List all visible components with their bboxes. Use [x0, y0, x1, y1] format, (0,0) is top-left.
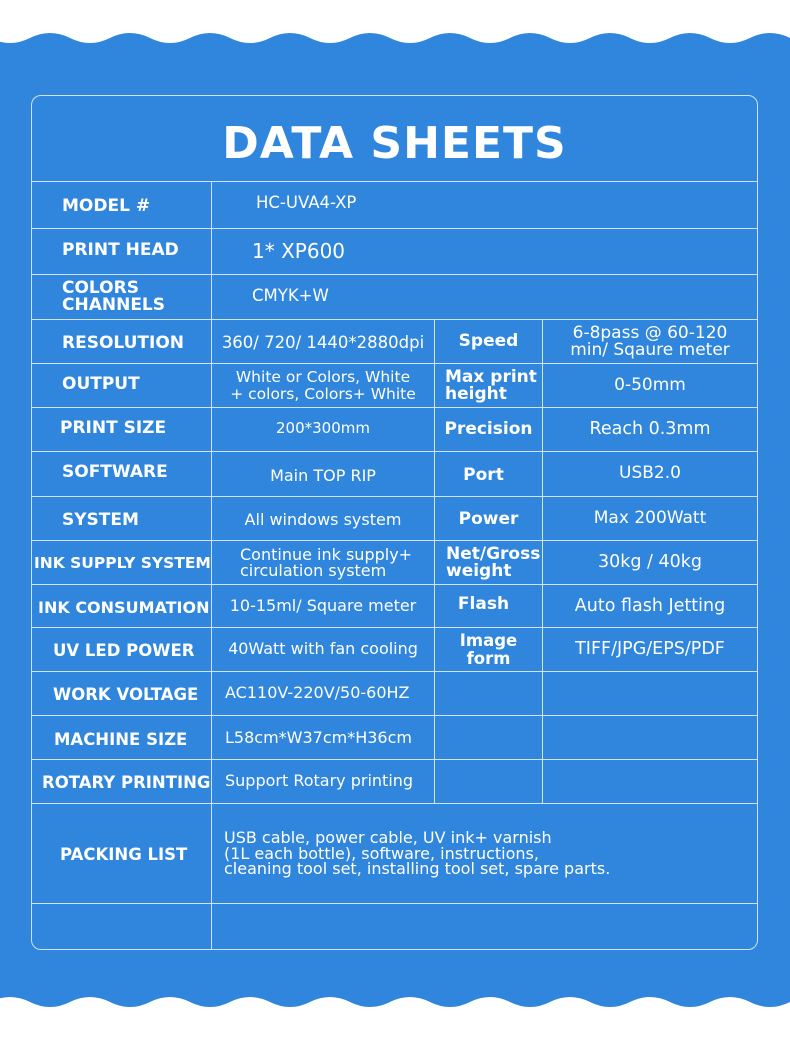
rotary-printing-label: ROTARY PRINTING	[42, 772, 211, 792]
uv-led-power-value: 40Watt with fan cooling	[228, 639, 418, 659]
output-label: OUTPUT	[62, 373, 140, 394]
colors-channels-label: COLORS CHANNELS	[62, 278, 166, 315]
resolution-label: RESOLUTION	[62, 332, 185, 353]
colors-channels-value: CMYK+W	[252, 286, 329, 306]
top-wave-decoration	[0, 0, 790, 60]
speed-label: Speed	[458, 330, 519, 351]
system-value: All windows system	[244, 510, 402, 530]
ink-supply-label: INK SUPPLY SYSTEM	[34, 554, 211, 573]
machine-size-value: L58cm*W37cm*H36cm	[225, 728, 412, 748]
model-label: MODEL #	[62, 196, 151, 217]
flash-value: Auto flash Jetting	[574, 595, 726, 616]
ink-consumption-label: INK CONSUMATION	[38, 597, 210, 617]
print-size-value: 200*300mm	[276, 418, 370, 437]
software-label: SOFTWARE	[62, 462, 168, 483]
work-voltage-label: WORK VOLTAGE	[53, 684, 199, 704]
packing-list-label: PACKING LIST	[60, 844, 188, 864]
uv-led-power-label: UV LED POWER	[53, 640, 195, 660]
resolution-value: 360/ 720/ 1440*2880dpi	[221, 332, 425, 352]
power-value: Max 200Watt	[593, 507, 707, 528]
page-title: DATA SHEETS	[222, 117, 567, 169]
print-head-label: PRINT HEAD	[62, 239, 179, 260]
net-gross-weight-label: Net/Gross weight	[446, 543, 541, 581]
speed-value: 6-8pass @ 60-120 min/ Sqaure meter	[570, 322, 730, 360]
bottom-wave-decoration	[0, 980, 790, 1040]
packing-list-value: USB cable, power cable, UV ink+ varnish (1L each bottle), software, instructions, cleaning tool set, installing tool set, spare parts.	[224, 827, 611, 879]
print-head-value: 1* XP600	[252, 239, 346, 263]
data-sheet-table	[31, 95, 758, 950]
max-print-height-value: 0-50mm	[614, 374, 686, 395]
software-value: Main TOP RIP	[270, 465, 376, 485]
ink-supply-value: Continue ink supply+ circulation system	[240, 544, 413, 580]
machine-size-label: MACHINE SIZE	[54, 729, 188, 749]
flash-label: Flash	[457, 594, 510, 615]
rotary-printing-value: Support Rotary printing	[225, 771, 414, 791]
precision-label: Precision	[444, 418, 533, 439]
max-print-height-label: Max print height	[445, 366, 537, 404]
work-voltage-value: AC110V-220V/50-60HZ	[225, 683, 410, 703]
power-label: Power	[458, 508, 519, 529]
image-form-label: Image form	[459, 631, 518, 668]
system-label: SYSTEM	[62, 509, 139, 530]
print-size-label: PRINT SIZE	[60, 417, 167, 438]
image-form-value: TIFF/JPG/EPS/PDF	[575, 639, 725, 660]
precision-value: Reach 0.3mm	[589, 419, 711, 440]
ink-consumption-value: 10-15ml/ Square meter	[229, 595, 417, 615]
net-gross-weight-value: 30kg / 40kg	[597, 552, 703, 573]
port-label: Port	[463, 465, 504, 486]
port-value: USB2.0	[619, 463, 681, 484]
model-value: HC-UVA4-XP	[256, 193, 357, 213]
output-value: White or Colors, White + colors, Colors+ White	[230, 368, 416, 403]
